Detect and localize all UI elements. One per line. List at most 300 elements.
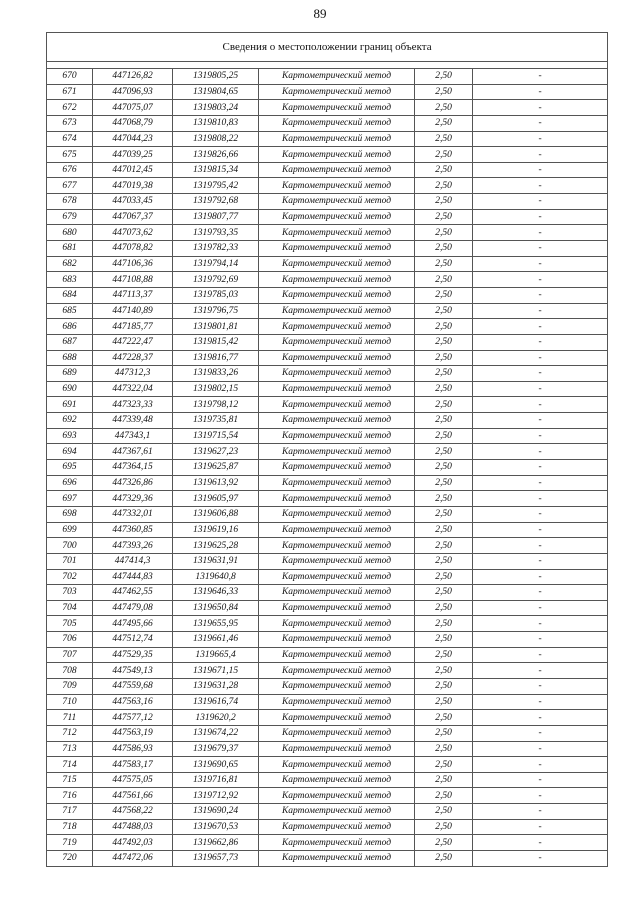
description-cell: - (473, 162, 608, 178)
table-title: Сведения о местоположении границ объекта (47, 33, 608, 62)
point-number-cell: 698 (47, 506, 93, 522)
method-cell: Картометрический метод (259, 788, 415, 804)
method-cell: Картометрический метод (259, 428, 415, 444)
y-coordinate-cell: 1319640,8 (173, 569, 259, 585)
method-cell: Картометрический метод (259, 444, 415, 460)
table-row (47, 397, 608, 413)
x-coordinate-cell: 447067,37 (93, 209, 173, 225)
table-row (47, 616, 608, 632)
method-cell: Картометрический метод (259, 757, 415, 773)
accuracy-cell: 2,50 (415, 710, 473, 726)
y-coordinate-cell: 1319605,97 (173, 491, 259, 507)
description-cell: - (473, 84, 608, 100)
x-coordinate-cell: 447108,88 (93, 272, 173, 288)
y-coordinate-cell: 1319620,2 (173, 710, 259, 726)
table-row (47, 647, 608, 663)
table-row (47, 256, 608, 272)
method-cell: Картометрический метод (259, 460, 415, 476)
point-number-cell: 712 (47, 725, 93, 741)
y-coordinate-cell: 1319826,66 (173, 147, 259, 163)
y-coordinate-cell: 1319690,65 (173, 757, 259, 773)
table-row (47, 835, 608, 851)
method-cell: Картометрический метод (259, 147, 415, 163)
x-coordinate-cell: 447561,66 (93, 788, 173, 804)
x-coordinate-cell: 447577,12 (93, 710, 173, 726)
x-coordinate-cell: 447323,33 (93, 397, 173, 413)
point-number-cell: 699 (47, 522, 93, 538)
table-row (47, 444, 608, 460)
table-row (47, 710, 608, 726)
point-number-cell: 709 (47, 678, 93, 694)
method-cell: Картометрический метод (259, 835, 415, 851)
method-cell: Картометрический метод (259, 256, 415, 272)
y-coordinate-cell: 1319735,81 (173, 413, 259, 429)
y-coordinate-cell: 1319810,83 (173, 115, 259, 131)
table-row (47, 131, 608, 147)
point-number-cell: 687 (47, 334, 93, 350)
accuracy-cell: 2,50 (415, 678, 473, 694)
x-coordinate-cell: 447075,07 (93, 100, 173, 116)
y-coordinate-cell: 1319679,37 (173, 741, 259, 757)
accuracy-cell: 2,50 (415, 350, 473, 366)
x-coordinate-cell: 447228,37 (93, 350, 173, 366)
x-coordinate-cell: 447019,38 (93, 178, 173, 194)
description-cell: - (473, 663, 608, 679)
method-cell: Картометрический метод (259, 194, 415, 210)
point-number-cell: 717 (47, 804, 93, 820)
method-cell: Картометрический метод (259, 694, 415, 710)
y-coordinate-cell: 1319671,15 (173, 663, 259, 679)
method-cell: Картометрический метод (259, 84, 415, 100)
accuracy-cell: 2,50 (415, 162, 473, 178)
accuracy-cell: 2,50 (415, 178, 473, 194)
x-coordinate-cell: 447559,68 (93, 678, 173, 694)
y-coordinate-cell: 1319716,81 (173, 772, 259, 788)
accuracy-cell: 2,50 (415, 741, 473, 757)
x-coordinate-cell: 447096,93 (93, 84, 173, 100)
accuracy-cell: 2,50 (415, 303, 473, 319)
table-row (47, 632, 608, 648)
method-cell: Картометрический метод (259, 413, 415, 429)
point-number-cell: 678 (47, 194, 93, 210)
method-cell: Картометрический метод (259, 100, 415, 116)
method-cell: Картометрический метод (259, 366, 415, 382)
table-row (47, 819, 608, 835)
x-coordinate-cell: 447472,06 (93, 851, 173, 867)
description-cell: - (473, 319, 608, 335)
accuracy-cell: 2,50 (415, 287, 473, 303)
description-cell: - (473, 538, 608, 554)
x-coordinate-cell: 447549,13 (93, 663, 173, 679)
y-coordinate-cell: 1319625,87 (173, 460, 259, 476)
table-row (47, 366, 608, 382)
table-row (47, 381, 608, 397)
accuracy-cell: 2,50 (415, 397, 473, 413)
point-number-cell: 708 (47, 663, 93, 679)
method-cell: Картометрический метод (259, 678, 415, 694)
description-cell: - (473, 272, 608, 288)
y-coordinate-cell: 1319616,74 (173, 694, 259, 710)
x-coordinate-cell: 447322,04 (93, 381, 173, 397)
page-number: 89 (313, 6, 327, 21)
accuracy-cell: 2,50 (415, 491, 473, 507)
accuracy-cell: 2,50 (415, 256, 473, 272)
y-coordinate-cell: 1319816,77 (173, 350, 259, 366)
point-number-cell: 691 (47, 397, 93, 413)
table-row (47, 413, 608, 429)
table-row (47, 319, 608, 335)
description-cell: - (473, 491, 608, 507)
x-coordinate-cell: 447326,86 (93, 475, 173, 491)
x-coordinate-cell: 447222,47 (93, 334, 173, 350)
y-coordinate-cell: 1319613,92 (173, 475, 259, 491)
table-row (47, 851, 608, 867)
accuracy-cell: 2,50 (415, 475, 473, 491)
point-number-cell: 695 (47, 460, 93, 476)
table-row (47, 538, 608, 554)
x-coordinate-cell: 447586,93 (93, 741, 173, 757)
point-number-cell: 703 (47, 585, 93, 601)
accuracy-cell: 2,50 (415, 522, 473, 538)
point-number-cell: 696 (47, 475, 93, 491)
method-cell: Картометрический метод (259, 647, 415, 663)
x-coordinate-cell: 447339,48 (93, 413, 173, 429)
y-coordinate-cell: 1319801,81 (173, 319, 259, 335)
x-coordinate-cell: 447444,83 (93, 569, 173, 585)
accuracy-cell: 2,50 (415, 225, 473, 241)
method-cell: Картометрический метод (259, 710, 415, 726)
y-coordinate-cell: 1319792,68 (173, 194, 259, 210)
x-coordinate-cell: 447044,23 (93, 131, 173, 147)
point-number-cell: 715 (47, 772, 93, 788)
table-row (47, 553, 608, 569)
table-spacer-row (47, 62, 608, 69)
point-number-cell: 720 (47, 851, 93, 867)
y-coordinate-cell: 1319805,25 (173, 69, 259, 85)
x-coordinate-cell: 447512,74 (93, 632, 173, 648)
point-number-cell: 697 (47, 491, 93, 507)
method-cell: Картометрический метод (259, 162, 415, 178)
y-coordinate-cell: 1319674,22 (173, 725, 259, 741)
accuracy-cell: 2,50 (415, 647, 473, 663)
x-coordinate-cell: 447414,3 (93, 553, 173, 569)
x-coordinate-cell: 447185,77 (93, 319, 173, 335)
description-cell: - (473, 819, 608, 835)
method-cell: Картометрический метод (259, 381, 415, 397)
method-cell: Картометрический метод (259, 397, 415, 413)
method-cell: Картометрический метод (259, 225, 415, 241)
method-cell: Картометрический метод (259, 553, 415, 569)
point-number-cell: 700 (47, 538, 93, 554)
y-coordinate-cell: 1319794,14 (173, 256, 259, 272)
y-coordinate-cell: 1319793,35 (173, 225, 259, 241)
description-cell: - (473, 256, 608, 272)
description-cell: - (473, 147, 608, 163)
accuracy-cell: 2,50 (415, 460, 473, 476)
x-coordinate-cell: 447462,55 (93, 585, 173, 601)
y-coordinate-cell: 1319662,86 (173, 835, 259, 851)
method-cell: Картометрический метод (259, 772, 415, 788)
method-cell: Картометрический метод (259, 178, 415, 194)
description-cell: - (473, 334, 608, 350)
point-number-cell: 704 (47, 600, 93, 616)
method-cell: Картометрический метод (259, 69, 415, 85)
method-cell: Картометрический метод (259, 491, 415, 507)
description-cell: - (473, 851, 608, 867)
table-row (47, 334, 608, 350)
x-coordinate-cell: 447568,22 (93, 804, 173, 820)
x-coordinate-cell: 447529,35 (93, 647, 173, 663)
table-row (47, 804, 608, 820)
point-number-cell: 672 (47, 100, 93, 116)
table-row (47, 569, 608, 585)
y-coordinate-cell: 1319625,28 (173, 538, 259, 554)
point-number-cell: 705 (47, 616, 93, 632)
x-coordinate-cell: 447312,3 (93, 366, 173, 382)
y-coordinate-cell: 1319807,77 (173, 209, 259, 225)
method-cell: Картометрический метод (259, 475, 415, 491)
description-cell: - (473, 678, 608, 694)
method-cell: Картометрический метод (259, 506, 415, 522)
table-row (47, 428, 608, 444)
method-cell: Картометрический метод (259, 569, 415, 585)
description-cell: - (473, 178, 608, 194)
description-cell: - (473, 366, 608, 382)
x-coordinate-cell: 447012,45 (93, 162, 173, 178)
point-number-cell: 710 (47, 694, 93, 710)
point-number-cell: 674 (47, 131, 93, 147)
accuracy-cell: 2,50 (415, 319, 473, 335)
accuracy-cell: 2,50 (415, 569, 473, 585)
description-cell: - (473, 350, 608, 366)
y-coordinate-cell: 1319792,69 (173, 272, 259, 288)
accuracy-cell: 2,50 (415, 428, 473, 444)
point-number-cell: 701 (47, 553, 93, 569)
accuracy-cell: 2,50 (415, 553, 473, 569)
description-cell: - (473, 413, 608, 429)
description-cell: - (473, 460, 608, 476)
method-cell: Картометрический метод (259, 600, 415, 616)
x-coordinate-cell: 447563,19 (93, 725, 173, 741)
point-number-cell: 694 (47, 444, 93, 460)
x-coordinate-cell: 447495,66 (93, 616, 173, 632)
method-cell: Картометрический метод (259, 350, 415, 366)
x-coordinate-cell: 447360,85 (93, 522, 173, 538)
x-coordinate-cell: 447106,36 (93, 256, 173, 272)
accuracy-cell: 2,50 (415, 585, 473, 601)
table-row (47, 115, 608, 131)
x-coordinate-cell: 447332,01 (93, 506, 173, 522)
table-row (47, 241, 608, 257)
method-cell: Картометрический метод (259, 632, 415, 648)
accuracy-cell: 2,50 (415, 381, 473, 397)
method-cell: Картометрический метод (259, 241, 415, 257)
accuracy-cell: 2,50 (415, 694, 473, 710)
description-cell: - (473, 506, 608, 522)
x-coordinate-cell: 447329,36 (93, 491, 173, 507)
method-cell: Картометрический метод (259, 303, 415, 319)
method-cell: Картометрический метод (259, 585, 415, 601)
y-coordinate-cell: 1319646,33 (173, 585, 259, 601)
y-coordinate-cell: 1319833,26 (173, 366, 259, 382)
y-coordinate-cell: 1319715,54 (173, 428, 259, 444)
table-header-row (47, 33, 608, 62)
y-coordinate-cell: 1319808,22 (173, 131, 259, 147)
accuracy-cell: 2,50 (415, 538, 473, 554)
x-coordinate-cell: 447367,61 (93, 444, 173, 460)
point-number-cell: 676 (47, 162, 93, 178)
table-row (47, 522, 608, 538)
x-coordinate-cell: 447140,89 (93, 303, 173, 319)
table-row (47, 741, 608, 757)
accuracy-cell: 2,50 (415, 600, 473, 616)
table-row (47, 772, 608, 788)
table-row (47, 147, 608, 163)
method-cell: Картометрический метод (259, 741, 415, 757)
x-coordinate-cell: 447492,03 (93, 835, 173, 851)
accuracy-cell: 2,50 (415, 444, 473, 460)
point-number-cell: 681 (47, 241, 93, 257)
description-cell: - (473, 757, 608, 773)
table-row (47, 788, 608, 804)
point-number-cell: 707 (47, 647, 93, 663)
accuracy-cell: 2,50 (415, 241, 473, 257)
point-number-cell: 682 (47, 256, 93, 272)
x-coordinate-cell: 447583,17 (93, 757, 173, 773)
description-cell: - (473, 241, 608, 257)
accuracy-cell: 2,50 (415, 272, 473, 288)
accuracy-cell: 2,50 (415, 115, 473, 131)
accuracy-cell: 2,50 (415, 757, 473, 773)
y-coordinate-cell: 1319661,46 (173, 632, 259, 648)
description-cell: - (473, 475, 608, 491)
table-row (47, 585, 608, 601)
table-row (47, 678, 608, 694)
table-row (47, 303, 608, 319)
table-row (47, 694, 608, 710)
description-cell: - (473, 381, 608, 397)
y-coordinate-cell: 1319815,42 (173, 334, 259, 350)
accuracy-cell: 2,50 (415, 209, 473, 225)
x-coordinate-cell: 447033,45 (93, 194, 173, 210)
accuracy-cell: 2,50 (415, 632, 473, 648)
point-number-cell: 713 (47, 741, 93, 757)
point-number-cell: 692 (47, 413, 93, 429)
method-cell: Картометрический метод (259, 131, 415, 147)
description-cell: - (473, 788, 608, 804)
accuracy-cell: 2,50 (415, 804, 473, 820)
method-cell: Картометрический метод (259, 851, 415, 867)
x-coordinate-cell: 447563,16 (93, 694, 173, 710)
point-number-cell: 677 (47, 178, 93, 194)
point-number-cell: 673 (47, 115, 93, 131)
description-cell: - (473, 835, 608, 851)
table-row (47, 209, 608, 225)
point-number-cell: 670 (47, 69, 93, 85)
point-number-cell: 679 (47, 209, 93, 225)
accuracy-cell: 2,50 (415, 69, 473, 85)
description-cell: - (473, 804, 608, 820)
description-cell: - (473, 725, 608, 741)
accuracy-cell: 2,50 (415, 194, 473, 210)
point-number-cell: 711 (47, 710, 93, 726)
x-coordinate-cell: 447575,05 (93, 772, 173, 788)
description-cell: - (473, 616, 608, 632)
point-number-cell: 693 (47, 428, 93, 444)
accuracy-cell: 2,50 (415, 84, 473, 100)
description-cell: - (473, 772, 608, 788)
point-number-cell: 671 (47, 84, 93, 100)
accuracy-cell: 2,50 (415, 413, 473, 429)
table-row (47, 272, 608, 288)
y-coordinate-cell: 1319796,75 (173, 303, 259, 319)
description-cell: - (473, 428, 608, 444)
method-cell: Картометрический метод (259, 115, 415, 131)
table-row (47, 194, 608, 210)
method-cell: Картометрический метод (259, 209, 415, 225)
x-coordinate-cell: 447126,82 (93, 69, 173, 85)
accuracy-cell: 2,50 (415, 772, 473, 788)
method-cell: Картометрический метод (259, 334, 415, 350)
method-cell: Картометрический метод (259, 663, 415, 679)
description-cell: - (473, 741, 608, 757)
point-number-cell: 706 (47, 632, 93, 648)
method-cell: Картометрический метод (259, 319, 415, 335)
y-coordinate-cell: 1319670,53 (173, 819, 259, 835)
y-coordinate-cell: 1319606,88 (173, 506, 259, 522)
point-number-cell: 719 (47, 835, 93, 851)
y-coordinate-cell: 1319782,33 (173, 241, 259, 257)
table-row (47, 475, 608, 491)
description-cell: - (473, 522, 608, 538)
y-coordinate-cell: 1319804,65 (173, 84, 259, 100)
description-cell: - (473, 553, 608, 569)
x-coordinate-cell: 447488,03 (93, 819, 173, 835)
description-cell: - (473, 209, 608, 225)
accuracy-cell: 2,50 (415, 366, 473, 382)
table-row (47, 350, 608, 366)
table-row (47, 100, 608, 116)
table-row (47, 287, 608, 303)
point-number-cell: 718 (47, 819, 93, 835)
point-number-cell: 685 (47, 303, 93, 319)
point-number-cell: 684 (47, 287, 93, 303)
description-cell: - (473, 694, 608, 710)
point-number-cell: 689 (47, 366, 93, 382)
table-row (47, 225, 608, 241)
table-row (47, 460, 608, 476)
method-cell: Картометрический метод (259, 287, 415, 303)
description-cell: - (473, 131, 608, 147)
y-coordinate-cell: 1319803,24 (173, 100, 259, 116)
x-coordinate-cell: 447068,79 (93, 115, 173, 131)
description-cell: - (473, 303, 608, 319)
x-coordinate-cell: 447479,08 (93, 600, 173, 616)
accuracy-cell: 2,50 (415, 819, 473, 835)
description-cell: - (473, 444, 608, 460)
y-coordinate-cell: 1319802,15 (173, 381, 259, 397)
table-row (47, 757, 608, 773)
table-row (47, 663, 608, 679)
table-row (47, 162, 608, 178)
point-number-cell: 688 (47, 350, 93, 366)
point-number-cell: 702 (47, 569, 93, 585)
table-row (47, 506, 608, 522)
description-cell: - (473, 100, 608, 116)
accuracy-cell: 2,50 (415, 851, 473, 867)
y-coordinate-cell: 1319785,03 (173, 287, 259, 303)
table-row (47, 84, 608, 100)
